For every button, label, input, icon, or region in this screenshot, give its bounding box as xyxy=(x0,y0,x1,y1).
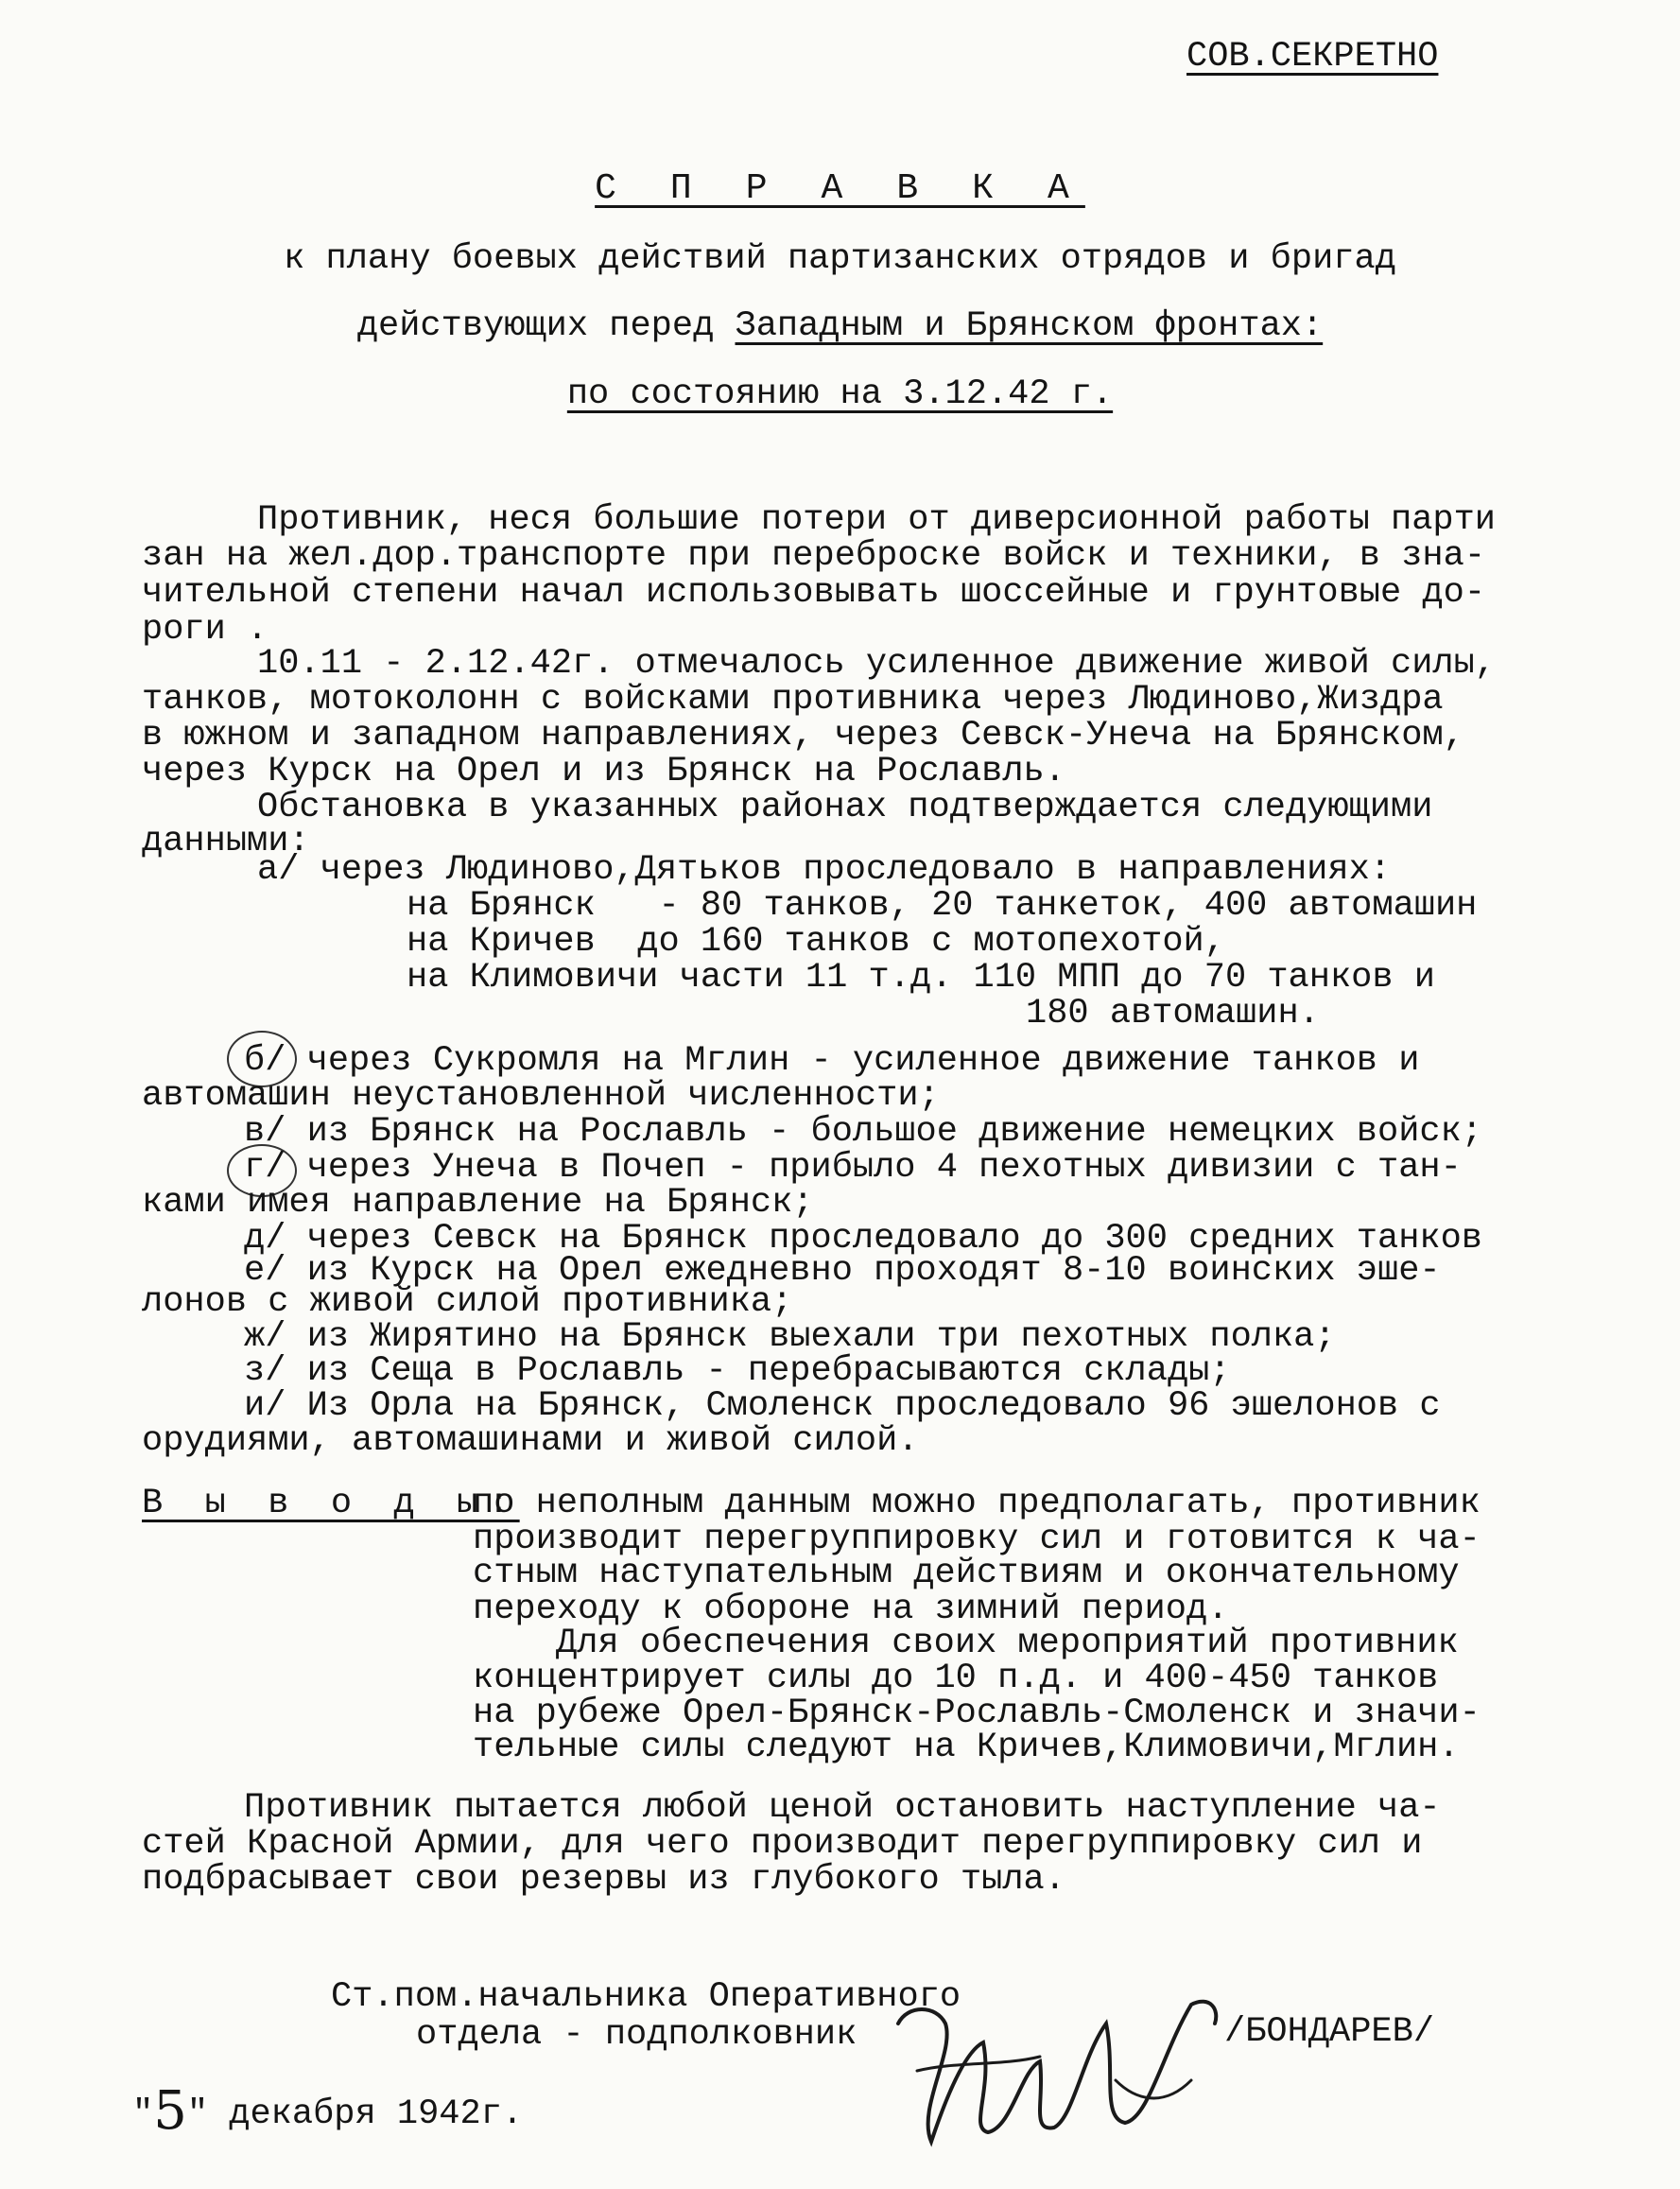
title-fronts: Западным и Брянском фронтах: xyxy=(735,306,1324,346)
document-date xyxy=(132,2080,524,2142)
intro-line: чительной степени начал использовывать шоссейные и грунтовые до- xyxy=(142,573,1486,613)
item-line: б/ через Сукромля на Мглин - усиленное движение танков и xyxy=(244,1041,1420,1081)
item-line: а/ через Людиново,Дятьков проследовало в направлениях: xyxy=(257,850,1391,890)
item-line: орудиями, автомашинами и живой силой. xyxy=(142,1421,919,1461)
signer-name: /БОНДАРЕВ/ xyxy=(1224,2012,1435,2052)
date-day-handwritten: 5 xyxy=(153,2080,187,2142)
signer-title-line-1: Ст.пом.начальника Оперативного xyxy=(331,1977,961,2017)
closing-line: Противник пытается любой ценой остановить наступление ча- xyxy=(244,1788,1441,1828)
item-line: е/ из Курск на Орел ежедневно проходят 8-10 воинских эше- xyxy=(244,1251,1441,1291)
title-line-1: к плану боевых действий партизанских отрядов и бригад xyxy=(284,239,1396,279)
movement-line: 10.11 - 2.12.42г. отмечалось усиленное движение живой силы, xyxy=(257,644,1497,684)
intro-line: зан на жел.дор.транспорте при переброске войск и техники, в зна- xyxy=(142,536,1486,576)
intro-line: Противник, неся большие потери от диверсионной работы парти xyxy=(257,500,1497,540)
title-line-2 xyxy=(0,305,1680,347)
conclusion-line: Для обеспечения своих мероприятий противник xyxy=(556,1624,1459,1663)
date-rest: " декабря 1942г. xyxy=(186,2094,524,2134)
item-line: 180 автомашин. xyxy=(1026,994,1320,1034)
title-line-2-prefix: действующих перед xyxy=(356,306,736,346)
movement-line: танков, мотоколонн с войсками противника через Людиново,Жиздра xyxy=(142,680,1444,720)
closing-line: подбрасывает свои резервы из глубокого тыла. xyxy=(142,1860,1065,1900)
item-line: и/ Из Орла на Брянск, Смоленск проследовало 96 эшелонов с xyxy=(244,1386,1441,1426)
item-line: ками имея направление на Брянск; xyxy=(142,1183,814,1223)
item-line: на Брянск - 80 танков, 20 танкеток, 400 автомашин xyxy=(407,886,1478,926)
signer-title-line-2: отдела - подполковник xyxy=(416,2015,857,2055)
item-line: на Кричев до 160 танков с мотопехотой, xyxy=(407,922,1225,962)
conclusion-line: на рубеже Орел-Брянск-Рославль-Смоленск и значи- xyxy=(473,1694,1481,1733)
date-quote: " xyxy=(132,2094,154,2134)
conclusion-line: по неполным данным можно предполагать, противник xyxy=(473,1484,1481,1523)
item-line: на Климовичи части 11 т.д. 110 МПП до 70 танков и xyxy=(407,958,1435,998)
handwritten-signature xyxy=(879,1967,1238,2156)
item-line: автомашин неустановленной численности; xyxy=(142,1076,940,1116)
conclusion-line: стным наступательным действиям и окончательному xyxy=(473,1554,1460,1593)
conclusion-line: производит перегруппировку сил и готовится к ча- xyxy=(473,1520,1481,1559)
item-line: з/ из Сеща в Рославль - перебрасываются склады; xyxy=(244,1351,1231,1391)
closing-line: стей Красной Армии, для чего производит перегруппировку сил и xyxy=(142,1824,1423,1864)
item-line: ж/ из Жирятино на Брянск выехали три пехотных полка; xyxy=(244,1317,1336,1357)
conclusion-line: тельные силы следуют на Кричев,Климовичи,Мглин. xyxy=(473,1728,1460,1767)
item-line: д/ через Севск на Брянск проследовало до 300 средних танков xyxy=(244,1219,1483,1259)
conclusion-line: переходу к обороне на зимний период. xyxy=(473,1590,1229,1629)
movement-line: в южном и западном направлениях, через Севск-Унеча на Брянском, xyxy=(142,716,1464,756)
item-line: в/ из Брянск на Рославль - большое движение немецких войск; xyxy=(244,1112,1483,1152)
intro-line: роги . xyxy=(142,610,268,650)
title-date-line: по состоянию на 3.12.42 г. xyxy=(566,374,1114,414)
movement-line: через Курск на Орел и из Брянск на Рославль. xyxy=(142,752,1065,791)
classification-stamp: СОВ.СЕКРЕТНО xyxy=(1186,37,1439,77)
item-line: лонов с живой силой противника; xyxy=(142,1282,793,1322)
movement-line: данными: xyxy=(142,822,310,861)
conclusion-line: концентрирует силы до 10 п.д. и 400-450 танков xyxy=(473,1659,1439,1698)
item-line: г/ через Унеча в Почеп - прибыло 4 пехотных дивизии с тан- xyxy=(244,1148,1462,1188)
conclusions-label: В ы в о д ы: xyxy=(142,1484,520,1523)
document-title: С П Р А В К А xyxy=(595,168,1085,209)
movement-line: Обстановка в указанных районах подтверждается следующими xyxy=(257,788,1433,827)
